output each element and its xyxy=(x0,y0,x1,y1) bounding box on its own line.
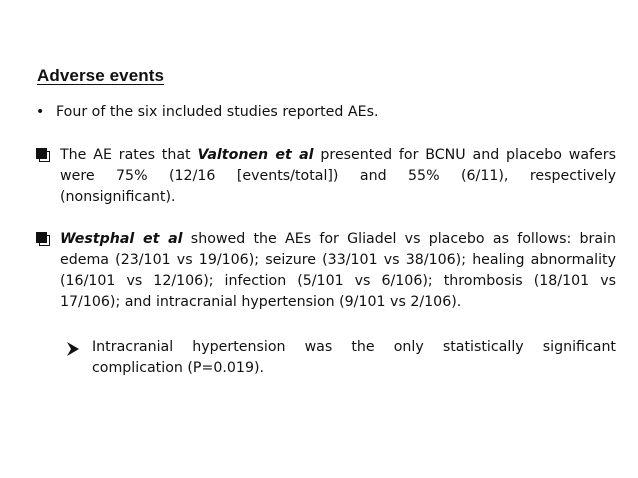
valtonen-paragraph xyxy=(60,145,616,208)
arrow-bullet-icon xyxy=(66,337,92,360)
valtonen-line-1 xyxy=(60,145,616,166)
slide-title: Adverse events xyxy=(37,66,165,85)
valtonen-line-2: were 75% (12/16 [events/total]) and 55% (6/11), respectively xyxy=(60,168,616,184)
checkbox-bullet-icon xyxy=(36,145,60,162)
westphal-line-1 xyxy=(60,229,616,250)
list-item-valtonen xyxy=(36,145,616,208)
westphal-line-2: edema (23/101 vs 19/106); seizure (33/101 vs 38/106); healing abnormality xyxy=(60,252,616,268)
sub-list-item xyxy=(66,337,616,379)
bullet-dot-icon: • xyxy=(36,104,45,120)
valtonen-line-3: (nonsignificant). xyxy=(60,189,176,205)
list-item-westphal xyxy=(36,229,616,313)
sub-item-paragraph xyxy=(92,337,616,379)
westphal-paragraph xyxy=(60,229,616,313)
checkbox-bullet-icon xyxy=(36,229,60,246)
westphal-author: Westphal et al xyxy=(60,231,183,247)
intro-bullet-text: Four of the six included studies reported AEs. xyxy=(56,104,379,120)
sub-item-line-1: Intracranial hypertension was the only statistically significant xyxy=(92,339,616,355)
westphal-line-1-post: showed the AEs for Gliadel vs placebo as follows: brain xyxy=(182,231,616,247)
valtonen-line-1-pre: The AE rates that xyxy=(60,147,198,163)
valtonen-line-1-post: presented for BCNU and placebo wafers xyxy=(313,147,617,163)
sub-item-line-2: complication (P=0.019). xyxy=(92,360,265,376)
intro-bullet xyxy=(36,103,378,121)
westphal-line-3: (16/101 vs 12/106); infection (5/101 vs 6/106); thrombosis (18/101 vs xyxy=(60,273,616,289)
westphal-line-4: 17/106); and intracranial hypertension (9/101 vs 2/106). xyxy=(60,294,462,310)
valtonen-author: Valtonen et al xyxy=(197,147,314,163)
